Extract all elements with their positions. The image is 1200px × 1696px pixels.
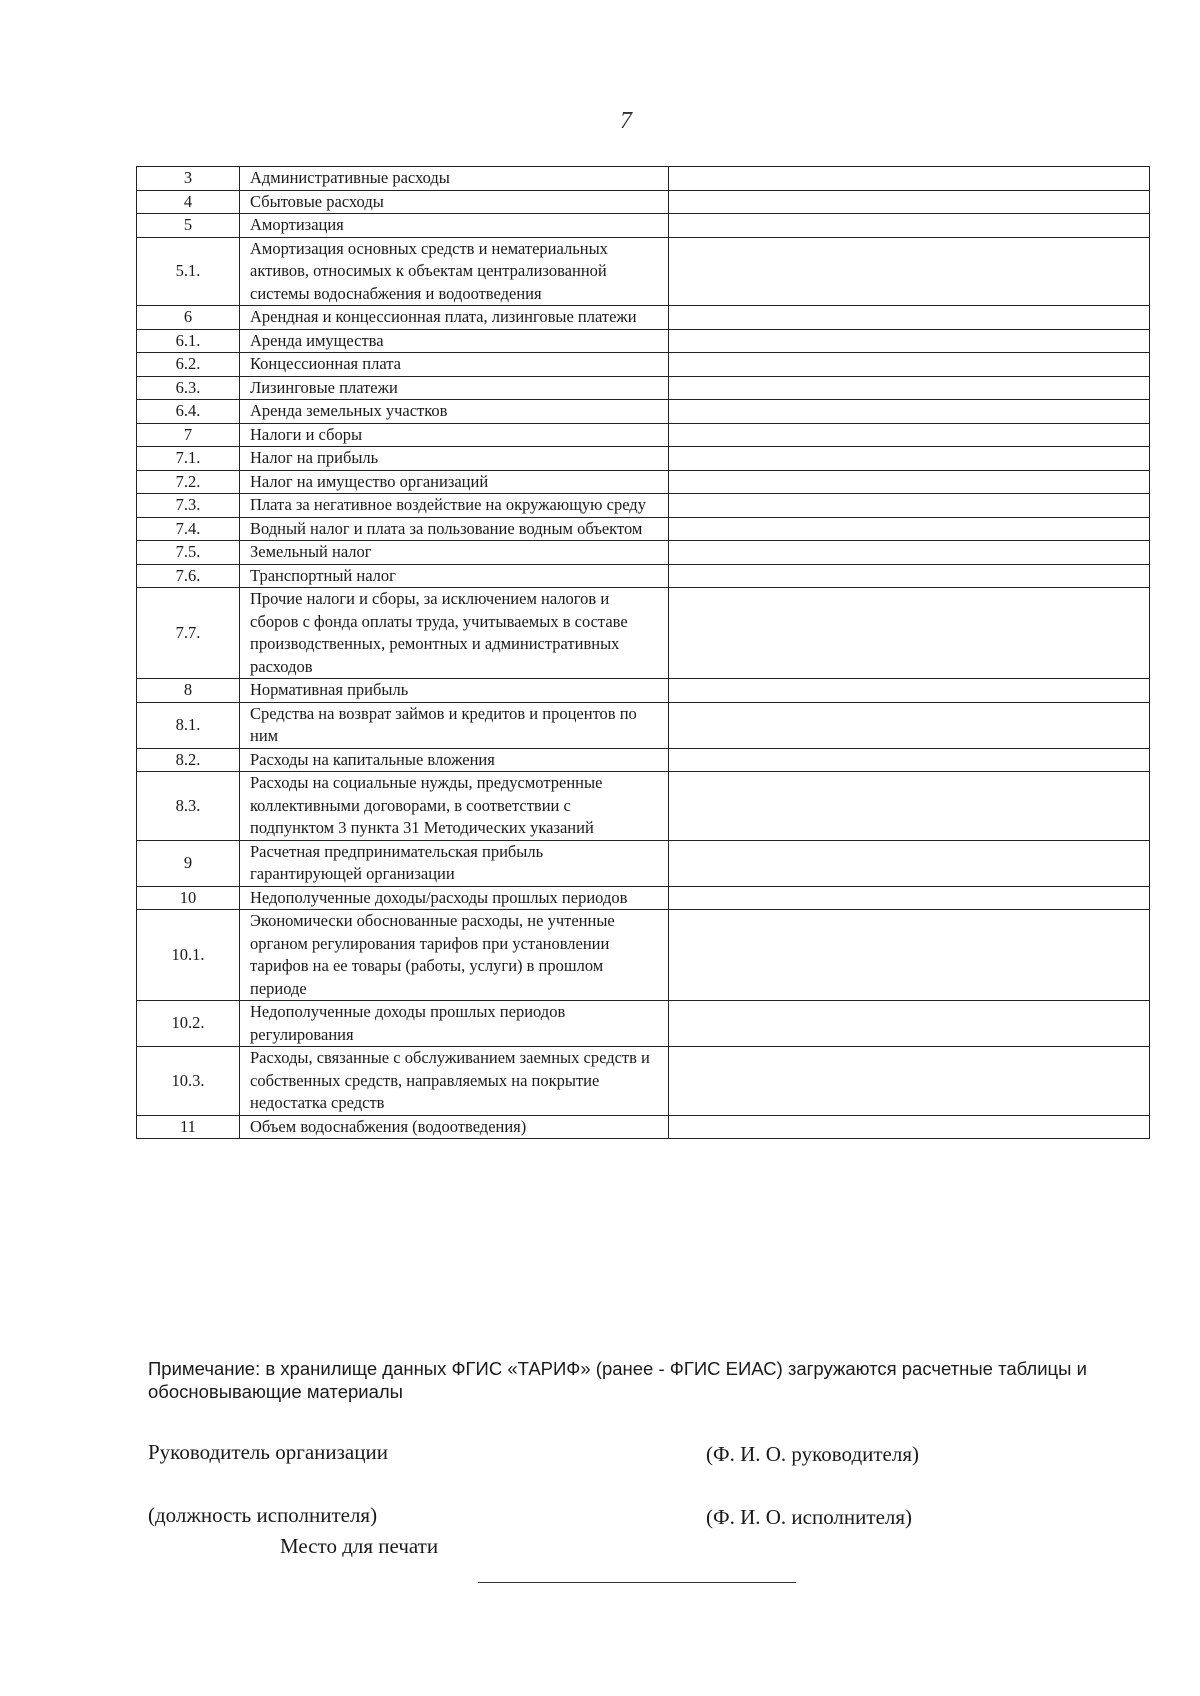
row-name: Земельный налог bbox=[240, 541, 669, 565]
table-row bbox=[137, 1047, 1150, 1116]
table-row bbox=[137, 886, 1150, 910]
row-number: 7.4. bbox=[137, 517, 240, 541]
row-value bbox=[669, 748, 1150, 772]
row-number: 4 bbox=[137, 190, 240, 214]
page-number: 7 bbox=[620, 108, 632, 134]
row-number: 10.2. bbox=[137, 1001, 240, 1047]
row-number: 6.1. bbox=[137, 329, 240, 353]
table-row bbox=[137, 376, 1150, 400]
row-value bbox=[669, 306, 1150, 330]
row-name: Арендная и концессионная плата, лизинговые платежи bbox=[240, 306, 669, 330]
executor-title: (должность исполнителя) bbox=[148, 1503, 378, 1527]
row-name: Аренда имущества bbox=[240, 329, 669, 353]
table-row bbox=[137, 772, 1150, 841]
table-row bbox=[137, 1001, 1150, 1047]
row-name: Сбытовые расходы bbox=[240, 190, 669, 214]
row-value bbox=[669, 1047, 1150, 1116]
row-name: Расходы на социальные нужды, предусмотренные коллективными договорами, в соответствии с подпунктом 3 пункта 31 Методических указаний bbox=[240, 772, 669, 841]
row-number: 7.2. bbox=[137, 470, 240, 494]
table-row bbox=[137, 1115, 1150, 1139]
table-row bbox=[137, 541, 1150, 565]
row-value bbox=[669, 1115, 1150, 1139]
row-value bbox=[669, 190, 1150, 214]
row-name: Расходы, связанные с обслуживанием заемных средств и собственных средств, направляемых на покрытие недостатка средств bbox=[240, 1047, 669, 1116]
row-number: 7.5. bbox=[137, 541, 240, 565]
row-value bbox=[669, 470, 1150, 494]
row-name: Недополученные доходы/расходы прошлых периодов bbox=[240, 886, 669, 910]
row-number: 8.3. bbox=[137, 772, 240, 841]
table-row bbox=[137, 679, 1150, 703]
row-number: 7.6. bbox=[137, 564, 240, 588]
row-value bbox=[669, 1001, 1150, 1047]
row-value bbox=[669, 237, 1150, 306]
row-value bbox=[669, 564, 1150, 588]
row-number: 10 bbox=[137, 886, 240, 910]
row-name: Налог на имущество организаций bbox=[240, 470, 669, 494]
row-number: 6.4. bbox=[137, 400, 240, 424]
table-row bbox=[137, 910, 1150, 1001]
head-name-placeholder: (Ф. И. О. руководителя) bbox=[706, 1442, 919, 1466]
row-number: 8.1. bbox=[137, 702, 240, 748]
row-value bbox=[669, 772, 1150, 841]
row-name: Налог на прибыль bbox=[240, 447, 669, 471]
stamp-place-label: Место для печати bbox=[280, 1534, 439, 1558]
table-row bbox=[137, 494, 1150, 518]
row-number: 10.3. bbox=[137, 1047, 240, 1116]
table-body bbox=[137, 167, 1150, 1139]
row-name: Лизинговые платежи bbox=[240, 376, 669, 400]
row-name: Средства на возврат займов и кредитов и процентов по ним bbox=[240, 702, 669, 748]
table-row bbox=[137, 517, 1150, 541]
row-name: Налоги и сборы bbox=[240, 423, 669, 447]
table-row bbox=[137, 702, 1150, 748]
table-row bbox=[137, 588, 1150, 679]
table-row bbox=[137, 214, 1150, 238]
row-number: 6 bbox=[137, 306, 240, 330]
row-value bbox=[669, 679, 1150, 703]
row-name: Аренда земельных участков bbox=[240, 400, 669, 424]
row-name: Экономически обоснованные расходы, не учтенные органом регулирования тарифов при установлении тарифов на ее товары (работы, услуги) в прошлом периоде bbox=[240, 910, 669, 1001]
table-row bbox=[137, 306, 1150, 330]
table-row bbox=[137, 564, 1150, 588]
executor-name-placeholder: (Ф. И. О. исполнителя) bbox=[706, 1505, 913, 1529]
row-name: Расчетная предпринимательская прибыль гарантирующей организации bbox=[240, 840, 669, 886]
row-value bbox=[669, 840, 1150, 886]
table-row bbox=[137, 190, 1150, 214]
table-row bbox=[137, 447, 1150, 471]
table-row bbox=[137, 167, 1150, 191]
head-title: Руководитель организации bbox=[148, 1440, 388, 1464]
row-name: Концессионная плата bbox=[240, 353, 669, 377]
row-value bbox=[669, 588, 1150, 679]
row-name: Недополученные доходы прошлых периодов регулирования bbox=[240, 1001, 669, 1047]
table-row bbox=[137, 840, 1150, 886]
row-number: 7.7. bbox=[137, 588, 240, 679]
row-value bbox=[669, 329, 1150, 353]
row-number: 7 bbox=[137, 423, 240, 447]
bottom-rule bbox=[478, 1582, 796, 1583]
row-name: Плата за негативное воздействие на окружающую среду bbox=[240, 494, 669, 518]
row-value bbox=[669, 910, 1150, 1001]
row-name: Прочие налоги и сборы, за исключением налогов и сборов с фонда оплаты труда, учитываемых в составе производственных, ремонтных и административных расходов bbox=[240, 588, 669, 679]
table-row bbox=[137, 470, 1150, 494]
row-number: 7.3. bbox=[137, 494, 240, 518]
row-value bbox=[669, 541, 1150, 565]
row-value bbox=[669, 517, 1150, 541]
row-number: 8 bbox=[137, 679, 240, 703]
footnote: Примечание: в хранилище данных ФГИС «ТАРИФ» (ранее - ФГИС ЕИАС) загружаются расчетные таблицы и обосновывающие материалы bbox=[148, 1358, 1087, 1402]
row-value bbox=[669, 214, 1150, 238]
row-value bbox=[669, 447, 1150, 471]
table-row bbox=[137, 237, 1150, 306]
row-number: 9 bbox=[137, 840, 240, 886]
row-value bbox=[669, 353, 1150, 377]
table-row bbox=[137, 423, 1150, 447]
table-row bbox=[137, 748, 1150, 772]
table-row bbox=[137, 329, 1150, 353]
row-number: 11 bbox=[137, 1115, 240, 1139]
row-number: 7.1. bbox=[137, 447, 240, 471]
row-value bbox=[669, 423, 1150, 447]
row-number: 3 bbox=[137, 167, 240, 191]
row-name: Транспортный налог bbox=[240, 564, 669, 588]
row-number: 6.3. bbox=[137, 376, 240, 400]
row-name: Административные расходы bbox=[240, 167, 669, 191]
row-value bbox=[669, 376, 1150, 400]
row-number: 5.1. bbox=[137, 237, 240, 306]
row-value bbox=[669, 167, 1150, 191]
row-number: 10.1. bbox=[137, 910, 240, 1001]
row-name: Амортизация bbox=[240, 214, 669, 238]
cost-items-table bbox=[136, 166, 1150, 1139]
table-row bbox=[137, 353, 1150, 377]
row-value bbox=[669, 886, 1150, 910]
table-row bbox=[137, 400, 1150, 424]
row-number: 6.2. bbox=[137, 353, 240, 377]
row-name: Расходы на капитальные вложения bbox=[240, 748, 669, 772]
row-value bbox=[669, 702, 1150, 748]
row-name: Амортизация основных средств и нематериальных активов, относимых к объектам централизованной системы водоснабжения и водоотведения bbox=[240, 237, 669, 306]
row-value bbox=[669, 400, 1150, 424]
row-name: Водный налог и плата за пользование водным объектом bbox=[240, 517, 669, 541]
row-name: Объем водоснабжения (водоотведения) bbox=[240, 1115, 669, 1139]
row-number: 8.2. bbox=[137, 748, 240, 772]
row-number: 5 bbox=[137, 214, 240, 238]
row-value bbox=[669, 494, 1150, 518]
row-name: Нормативная прибыль bbox=[240, 679, 669, 703]
